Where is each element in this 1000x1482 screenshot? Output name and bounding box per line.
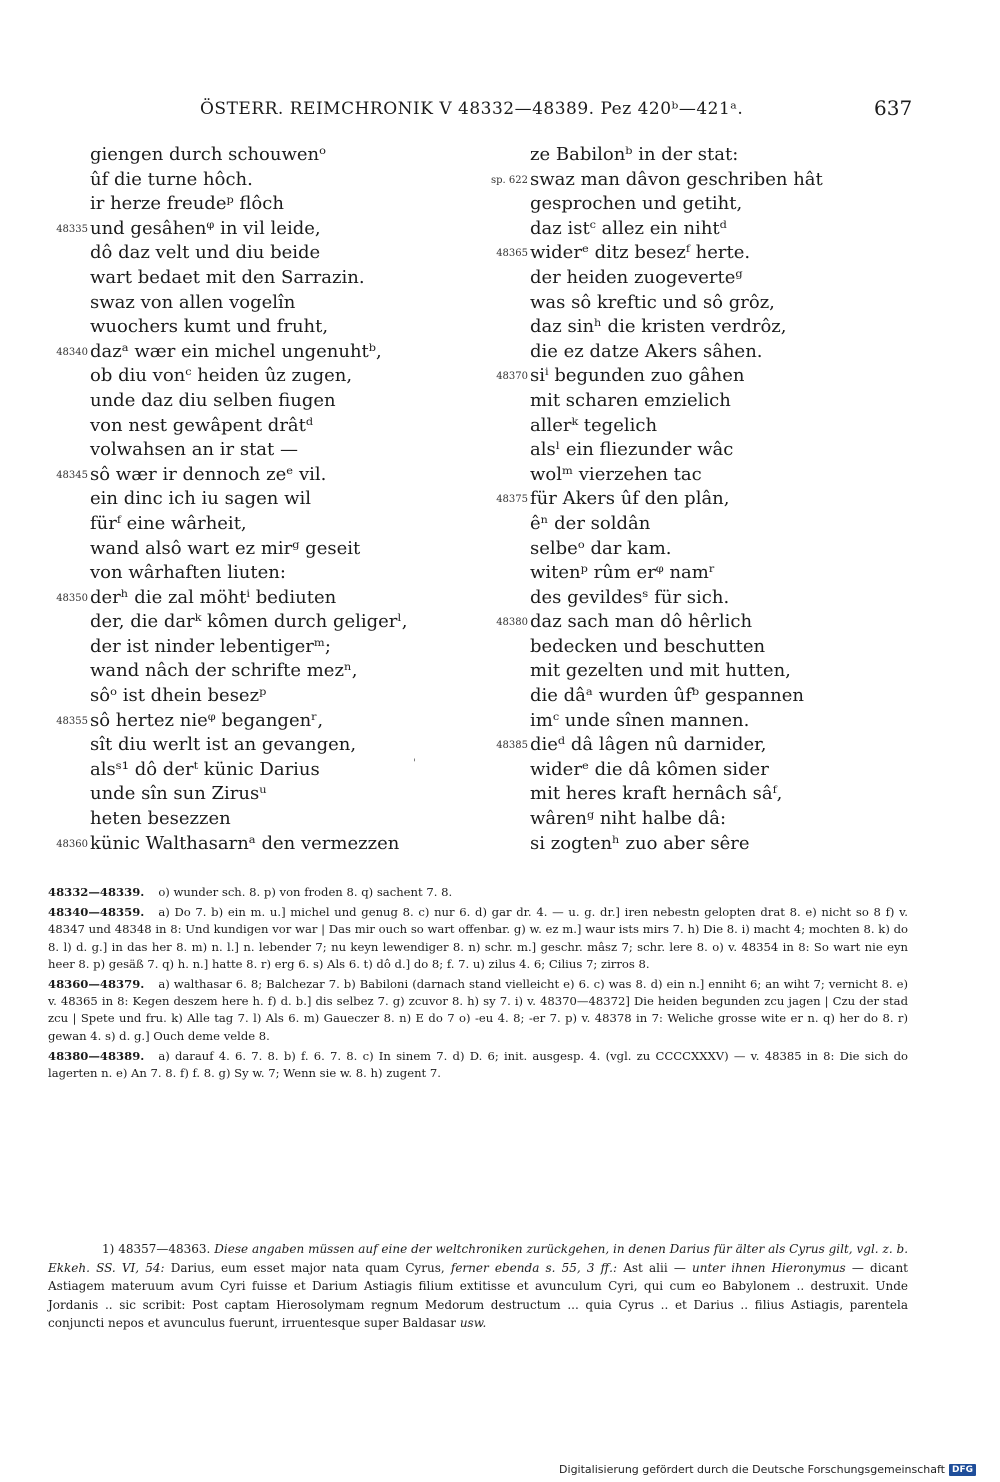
- verse-line: [90, 266, 490, 291]
- verse-text: wolᵐ vierzehen tac: [530, 463, 702, 485]
- footnote-text-3: — dicant Astiagem materuum avum Cyri fuisse et Darium Astiagis filium extitisse et avunculum Cyri, qui cum eo Babylonem .. destruxit. Unde Jordanis .. sic scribit: Post captam Hierosolymam regnum Medorum destructum ... quia Cyrus .. et Darius .. filius Astiagis, parentela conjuncti nepos et avunculus fuerunt, irruentesque super Baldasar: [48, 1260, 908, 1330]
- apparatus-text: a) darauf 4. 6. 7. 8. b) f. 6. 7. 8. c) In sinem 7. d) D. 6; init. ausgesp. 4. (vgl. zu CCCCXXXV) — v. 48385 in 8: Die sich do lagerten n. e) An 7. 8. f) f. 8. g) Sy w. 7; Wenn sie w. 8. h) zugent 7.: [48, 1048, 908, 1081]
- verse-line: [496, 610, 930, 635]
- verse-text: ir herze freudeᵖ flôch: [90, 193, 284, 215]
- verse-text: mit heres kraft hernâch sâᶠ,: [530, 783, 783, 805]
- verse-line: [90, 291, 490, 316]
- footnote-italic-1: Diese angaben müssen auf eine der weltchroniken zurückgehen, in denen Darius für älter als Cyrus gilt, vgl. z. b. Ekkeh. SS. VI, 54:: [48, 1242, 909, 1275]
- verse-line: [90, 389, 490, 414]
- verse-text: gesprochen und getiht,: [530, 193, 743, 215]
- verse-line: [90, 758, 490, 783]
- verse-text: der heiden zuogeverteᵍ: [530, 266, 743, 288]
- verse-text: derʰ die zal möhtⁱ bediuten: [90, 586, 337, 608]
- verse-text: daz sinʰ die kristen verdrôz,: [530, 316, 787, 338]
- verse-line: [530, 217, 930, 242]
- verse-text: sô wær ir dennoch zeᵉ vil.: [90, 463, 327, 485]
- verse-line: [530, 586, 930, 611]
- verse-line: [496, 241, 930, 266]
- verse-line: [530, 659, 930, 684]
- verse-text: heten besezzen: [90, 808, 231, 830]
- verse-line: [90, 512, 490, 537]
- verse-line: [90, 192, 490, 217]
- verse-column-right: [491, 143, 930, 856]
- verse-text: dieᵈ dâ lâgen nû darnider,: [530, 734, 767, 756]
- verse-text: von nest gewâpent drâtᵈ: [90, 414, 314, 436]
- verse-line: [90, 143, 490, 168]
- verse-text: widerᵉ die dâ kômen sider: [530, 758, 769, 780]
- verse-line: [496, 364, 930, 389]
- verse-text: mit gezelten und mit hutten,: [530, 660, 791, 682]
- verse-line: [56, 463, 490, 488]
- apparatus-range: 48380—48389.: [48, 1048, 145, 1063]
- verse-text: widerᵉ ditz besezᶠ herte.: [530, 242, 751, 264]
- footnote-italic-4: usw.: [459, 1316, 487, 1330]
- verse-text: ûf die turne hôch.: [90, 168, 253, 190]
- verse-line: [530, 635, 930, 660]
- verse-line: [90, 241, 490, 266]
- footnote-text-2: Ast alii —: [623, 1260, 686, 1275]
- verse-line: [90, 610, 490, 635]
- verse-line: [530, 537, 930, 562]
- verse-text: für Akers ûf den plân,: [530, 488, 730, 510]
- verse-text: und gesâhenᵠ in vil leide,: [90, 217, 321, 239]
- verse-line: [90, 782, 490, 807]
- verse-text: wand alsô wart ez mirᵍ geseit: [90, 537, 361, 559]
- verse-line: [90, 635, 490, 660]
- verse-text: swaz man dâvon geschriben hât: [530, 168, 823, 190]
- verse-line: [530, 143, 930, 168]
- verse-text: des gevildesˢ für sich.: [530, 586, 730, 608]
- apparatus-text: a) walthasar 6. 8; Balchezar 7. b) Babiloni (darnach stand vielleicht e) 6. c) was 8. d) ein n.] enniht 6; an wiht 7; vernicht 8. e) v. 48365 in 8: Kegen deszem here h. f) d. b.] dis selbez 7. g) zcuvor 8. h) sy 7. i) v. 48370—48372] Die heiden begunden zcu jagen | Czu der stad zcu | Spete und fru. k) Alle tag 7. l) Als 6. m) Gaueczer 8. n) E do 7 o) -eu 4. 8; -er 7. p) v. 48378 in 7: Weliche grosse wite er n. q) her do 8. r) gewan 4. s) d. g.] Ouch deme velde 8.: [48, 977, 908, 1043]
- verse-line: [90, 414, 490, 439]
- verse-text: wand nâch der schrifte mezⁿ,: [90, 660, 358, 682]
- apparatus-entry: [48, 1048, 908, 1082]
- verse-line: [530, 832, 930, 857]
- verse-line: [530, 291, 930, 316]
- verse-line: [530, 561, 930, 586]
- line-number: sp. 622: [491, 174, 528, 186]
- verse-text: mit scharen emzielich: [530, 389, 731, 411]
- verse-text: alsˢ¹ dô derᵗ künic Darius: [90, 758, 320, 780]
- verse-text: alsˡ ein fliezunder wâc: [530, 439, 734, 461]
- page-number: 637: [874, 96, 913, 120]
- verse-text: wart bedaet mit den Sarrazin.: [90, 266, 365, 288]
- verse-text: sôᵒ ist dhein beseᴢᵖ: [90, 685, 267, 707]
- verse-text: dazᵃ wær ein michel ungenuhtᵇ,: [90, 340, 382, 362]
- verse-line: [530, 782, 930, 807]
- line-number: 48345: [56, 469, 88, 481]
- verse-text: der, die darᵏ kômen durch geligerˡ,: [90, 611, 408, 633]
- verse-line: [491, 168, 930, 193]
- verse-line: [530, 266, 930, 291]
- verse-text: künic Walthasarnᵃ den vermezzen: [90, 832, 400, 854]
- verse-line: [530, 758, 930, 783]
- funding-notice: [559, 1463, 976, 1476]
- verse-text: was sô kreftic und sô grôz,: [530, 291, 775, 313]
- verse-line: [496, 733, 930, 758]
- verse-text: ze Babilonᵇ in der stat:: [530, 144, 739, 165]
- verse-line: [530, 463, 930, 488]
- verse-line: [90, 315, 490, 340]
- line-number: 48370: [496, 371, 528, 383]
- verse-line: [90, 807, 490, 832]
- verse-line: [56, 217, 490, 242]
- verse-text: der ist ninder lebentigerᵐ;: [90, 635, 331, 657]
- apparatus-text: o) wunder sch. 8. p) von froden 8. q) sachent 7. 8.: [158, 885, 453, 899]
- verse-line: [56, 709, 490, 734]
- verse-line: [90, 733, 490, 758]
- verse-line: [530, 512, 930, 537]
- verse-line: [90, 438, 490, 463]
- verse-text: volwahsen an ir stat —: [90, 439, 298, 461]
- verse-line: [530, 414, 930, 439]
- verse-text: die ez datze Akers sâhen.: [530, 340, 763, 362]
- running-header: ÖSTERR. REIMCHRONIK V 48332—48389. Pez 420ᵇ—421ᵃ.: [200, 99, 744, 119]
- verse-text: daz istᶜ allez ein nihtᵈ: [530, 217, 727, 239]
- verse-text: allerᵏ tegelich: [530, 414, 658, 436]
- line-number: 48355: [56, 715, 88, 727]
- apparatus-entry: [48, 976, 908, 1045]
- verse-line: [530, 340, 930, 365]
- verse-text: êⁿ der soldân: [530, 512, 651, 534]
- dfg-logo-icon: DFG: [949, 1464, 976, 1476]
- apparatus-range: 48340—48359.: [48, 905, 145, 920]
- verse-text: unde daz diu selben fiugen: [90, 389, 336, 411]
- line-number: 48335: [56, 223, 88, 235]
- verse-line: [90, 684, 490, 709]
- verse-text: si zogtenʰ zuo aber sêre: [530, 832, 750, 854]
- line-number: 48360: [56, 838, 88, 850]
- line-number: 48375: [496, 494, 528, 506]
- critical-apparatus: [48, 884, 908, 1085]
- verse-text: von wârhaften liuten:: [90, 562, 286, 584]
- footnote-italic-3: unter ihnen Hieronymus: [692, 1260, 846, 1275]
- stray-mark: ': [413, 758, 416, 769]
- apparatus-range: 48332—48339.: [48, 885, 145, 899]
- verse-line: [530, 389, 930, 414]
- verse-line: [530, 438, 930, 463]
- verse-line: [530, 684, 930, 709]
- apparatus-text: a) Do 7. b) ein m. u.] michel und genug 8. c) nur 6. d) gar dr. 4. — u. g. dr.] iren nebestn gelopten drat 8. e) nicht so 8 f) v. 48347 und 48348 in 8: Und kundigen vor war | Das mir ouch so wart offenbar. g) w. ez m.] waur ists mirs 7. h) Die 8. i) macht 4; mochten 8. k) do 8. l) d. g.] in das her 8. m) n. l.] n. lebender 7; nu keyn lewendiger 8. n) schr. m.] geschr. mâsz 7; schr. lere 8. o) v. 48354 in 8: So wart nie eyn heer 8. p) gesäß 7. q) h. n.] hatte 8. r) erg 6. s) Als 6. t) dô d.] do 8; f. 7. u) zilus 4. 6; Cilius 7; zirros 8.: [48, 905, 908, 971]
- line-number: 48350: [56, 592, 88, 604]
- verse-text: siⁱ begunden zuo gâhen: [530, 365, 745, 387]
- verse-column-left: [56, 143, 490, 856]
- verse-line: [90, 659, 490, 684]
- verse-line: [56, 586, 490, 611]
- verse-text: bedecken und beschutten: [530, 635, 766, 657]
- verse-line: [90, 561, 490, 586]
- verse-text: dô daz velt und diu beide: [90, 242, 321, 264]
- verse-text: ein dinc ich iu sagen wil: [90, 488, 312, 510]
- verse-text: witenᵖ rûm erᵠ namʳ: [530, 562, 716, 584]
- verse-text: wuochers kumt und fruht,: [90, 316, 329, 338]
- verse-text: wârenᵍ niht halbe dâ:: [530, 808, 727, 830]
- footnote-italic-2: ferner ebenda s. 55, 3 ff.:: [450, 1260, 618, 1275]
- verse-text: selbeᵒ dar kam.: [530, 537, 672, 559]
- apparatus-range: 48360—48379.: [48, 977, 145, 992]
- verse-text: giengen durch schouwenᵒ: [90, 144, 327, 165]
- line-number: 48365: [496, 248, 528, 260]
- footnote: [48, 1240, 908, 1333]
- verse-line: [90, 487, 490, 512]
- verse-line: [530, 192, 930, 217]
- verse-text: fürᶠ eine wârheit,: [90, 512, 247, 534]
- footnote-number: 1) 48357—48363.: [102, 1242, 211, 1256]
- verse-line: [90, 537, 490, 562]
- verse-text: ob diu vonᶜ heiden ûz zugen,: [90, 365, 353, 387]
- verse-line: [56, 340, 490, 365]
- funding-text: Digitalisierung gefördert durch die Deutsche Forschungsgemeinschaft: [559, 1463, 945, 1476]
- verse-text: unde sîn sun Zirusᵘ: [90, 783, 267, 805]
- footnote-text-1: Darius, eum esset major nata quam Cyrus,: [170, 1260, 445, 1275]
- apparatus-entry: [48, 904, 908, 973]
- verse-text: sît diu werlt ist an gevangen,: [90, 734, 357, 756]
- verse-text: daz sach man dô hêrlich: [530, 611, 753, 633]
- verse-text: sô hertez nieᵠ begangenʳ,: [90, 709, 324, 731]
- verse-line: [530, 709, 930, 734]
- verse-line: [530, 807, 930, 832]
- line-number: 48380: [496, 617, 528, 629]
- verse-text: die dâᵃ wurden ûfᵇ gespannen: [530, 685, 804, 707]
- verse-text: imᶜ unde sînen mannen.: [530, 709, 750, 731]
- apparatus-entry: [48, 884, 908, 901]
- verse-line: [90, 168, 490, 193]
- verse-line: [56, 832, 490, 857]
- verse-line: [496, 487, 930, 512]
- line-number: 48385: [496, 740, 528, 752]
- verse-line: [530, 315, 930, 340]
- verse-text: swaz von allen vogelîn: [90, 291, 296, 313]
- line-number: 48340: [56, 346, 88, 358]
- verse-line: [90, 364, 490, 389]
